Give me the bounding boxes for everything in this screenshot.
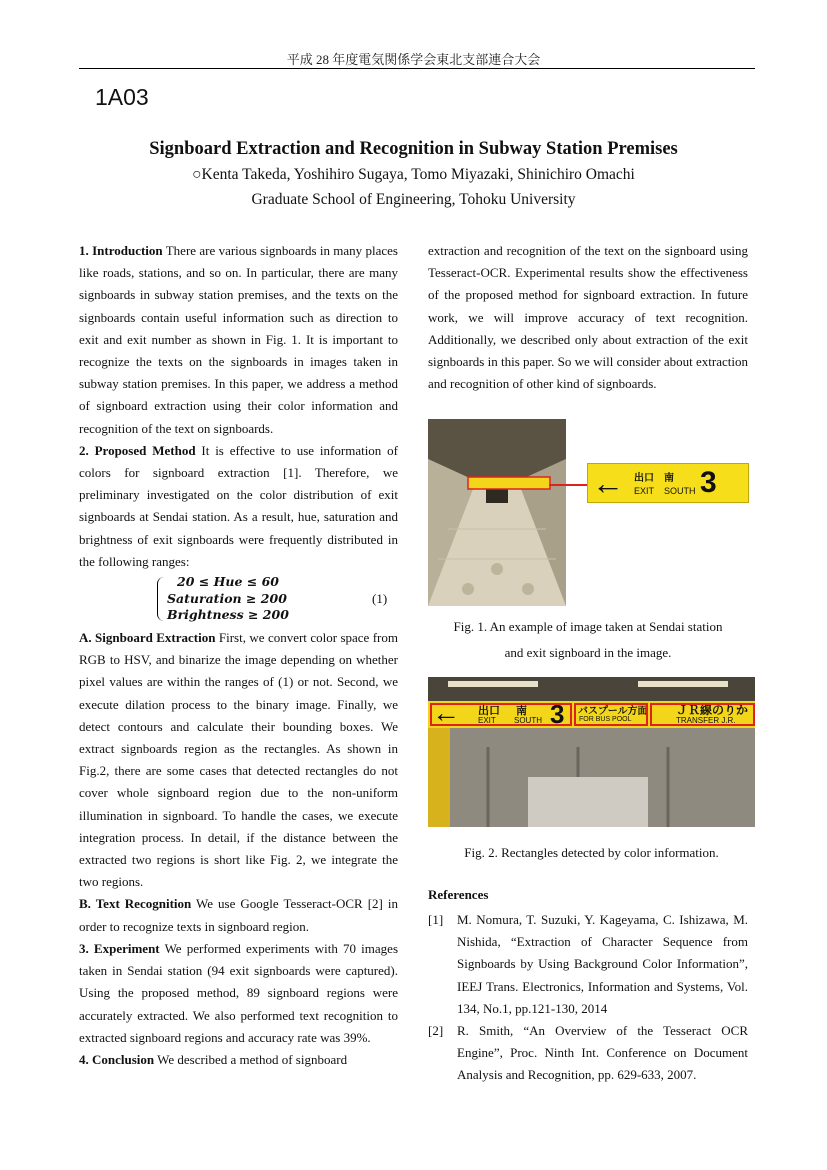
sign-number: 3: [700, 466, 717, 499]
sign-south-jp: 南: [516, 705, 527, 717]
method-text: It is effective to use information of colors for signboard extraction [1]. Therefore, we preliminary investigated on the color distribution of exit signboards at Sendai station. As a result, hue, saturation and brightness of exit signboards were frequently distributed in the following ranges:: [79, 442, 398, 569]
introduction-heading: 1. Introduction: [79, 243, 163, 258]
sign-exit-jp: 出口: [634, 473, 654, 484]
figure-1-caption-line2: and exit signboard in the image.: [504, 645, 672, 660]
sign-south-en: SOUTH: [664, 486, 696, 496]
text-recognition-heading: B. Text Recognition: [79, 896, 192, 912]
text-recognition-paragraph: [79, 893, 398, 937]
experiment-heading: 3. Experiment: [79, 940, 160, 956]
affiliation: Graduate School of Engineering, Tohoku University: [251, 191, 576, 208]
introduction-text: There are various signboards in many places like roads, stations, and so on. In particular, there are many signboards in subway station premises, and the texts on the signboards contain useful information such as direction to exit and exit number as shown in Fig. 1. It is important to recognize the texts on the signboards in images taken in subway station premises. In this paper, we address a method of signboard extraction using their color information and recognition of the text on signboards.: [79, 243, 398, 436]
equation-hue: 20 ≤ Hue ≤ 60: [177, 574, 279, 590]
detected-rectangle-3: [650, 703, 755, 726]
equation-brightness: Brightness ≥ 200: [167, 607, 289, 623]
detected-rectangle-1: [430, 703, 572, 726]
reference-1-text: M. Nomura, T. Suzuki, Y. Kageyama, C. Ishizawa, M. Nishida, “Extraction of Character Sequence from Signboards by Using Background Color Information”, IEEJ Trans. Electronics, Information and Systems, Vol. 134, No.1, pp.121-130, 2014: [457, 912, 748, 1016]
right-column: [428, 240, 748, 395]
equation-lines: [167, 574, 289, 624]
experiment-paragraph: [79, 938, 398, 1049]
figure-2-caption: Fig. 2. Rectangles detected by color information.: [464, 845, 719, 860]
sign-exit-en: EXIT: [478, 716, 496, 725]
figure-1-caption-line1: Fig. 1. An example of image taken at Sendai station: [453, 619, 723, 634]
equation-saturation: Saturation ≥ 200: [167, 590, 287, 606]
conference-header: 平成 28 年度電気関係学会東北支部連合大会: [286, 52, 541, 67]
sign-exit-jp: 出口: [478, 705, 500, 717]
figure-1-photo: [428, 419, 566, 606]
left-column: [79, 240, 398, 1071]
sign-jr-en: TRANSFER J.R.: [676, 716, 736, 725]
reference-1: [428, 909, 748, 1020]
sign-number: 3: [550, 699, 565, 729]
sign-bus-jp: バスプール方面: [578, 706, 648, 717]
sign-south-en: SOUTH: [514, 716, 542, 725]
references-heading: References: [428, 887, 489, 902]
conclusion-heading: 4. Conclusion: [79, 1051, 155, 1067]
figure-2-photo: [428, 677, 755, 827]
author-list: Kenta Takeda, Yoshihiro Sugaya, Tomo Miyazaki, Shinichiro Omachi: [201, 166, 635, 183]
reference-2: [428, 1020, 748, 1087]
conclusion-paragraph-start: [79, 1049, 398, 1071]
equation-number: (1): [372, 591, 388, 607]
text-recognition-text: We use Google Tesseract-OCR [2] in order to recognize texts in signboard region.: [79, 896, 398, 934]
presenter-mark: ○: [192, 166, 202, 183]
reference-2-number: [2]: [428, 1023, 444, 1038]
arrow-left-icon: ←: [432, 697, 460, 728]
sign-jr-jp: ＪＲ線のりか: [676, 703, 749, 717]
reference-1-number: [1]: [428, 912, 444, 927]
author-line: [0, 166, 827, 184]
detected-rectangle-2: [574, 703, 648, 726]
method-paragraph: [79, 440, 398, 573]
conclusion-paragraph-continued: extraction and recognition of the text on the signboard using Tesseract-OCR. Experimental results show the effectiveness of the proposed method for signboard extraction. In future work, we will improve accuracy of text recognition. Additionally, we described only about extraction of the exit signboards in this paper. So we will consider about extraction and recognition of other kind of signboards.: [428, 243, 748, 392]
reference-2-text: R. Smith, “An Overview of the Tesseract OCR Engine”, Proc. Ninth Int. Conference on Document Analysis and Recognition, pp. 629-633, 2007.: [457, 1023, 748, 1083]
sign-bus-en: FOR BUS POOL: [579, 716, 632, 723]
method-heading: 2. Proposed Method: [79, 442, 196, 458]
sign-exit-en: EXIT: [634, 486, 655, 496]
paper-title: Signboard Extraction and Recognition in Subway Station Premises: [149, 139, 678, 159]
equation-1: [79, 573, 398, 627]
header-rule: [79, 68, 755, 69]
paper-code: 1A03: [95, 84, 149, 110]
extraction-heading: A. Signboard Extraction: [79, 630, 216, 646]
figure-1-signboard: [587, 463, 749, 503]
conclusion-text-part1: We described a method of signboard: [154, 1051, 348, 1067]
introduction-paragraph: [79, 240, 398, 440]
extraction-text: First, we convert color space from RGB to HSV, and binarize the image depending on whether pixel values are within the ranges of (1) or not. Second, we execute dilation process to the binary image. Finally, we detect contours and calculate their bounding boxes. We extract signboards region as the rectangles. As shown in Fig.2, there are some cases that detected rectangles do not cover whole signboard region due to the non-uniform illumination in signboard. To handle the cases, we execute integration process. In detail, if the distance between the extracted two regions is short like Fig. 2, we integrate the two regions.: [79, 630, 398, 890]
arrow-left-icon: ←: [592, 465, 624, 501]
extraction-paragraph: [79, 627, 398, 893]
equation-brace: [157, 577, 164, 621]
figure-1-connector-line: [549, 484, 587, 486]
experiment-text: We performed experiments with 70 images taken in Sendai station (94 exit signboards were captured). Using the proposed method, 89 signboard regions were accurately extracted. We also performed text recognition to extracted signboard regions and accuracy rate was 39%.: [79, 940, 399, 1045]
sign-south-jp: 南: [664, 473, 674, 484]
station-ceiling-illustration: [428, 677, 755, 827]
corridor-illustration: [428, 419, 566, 606]
